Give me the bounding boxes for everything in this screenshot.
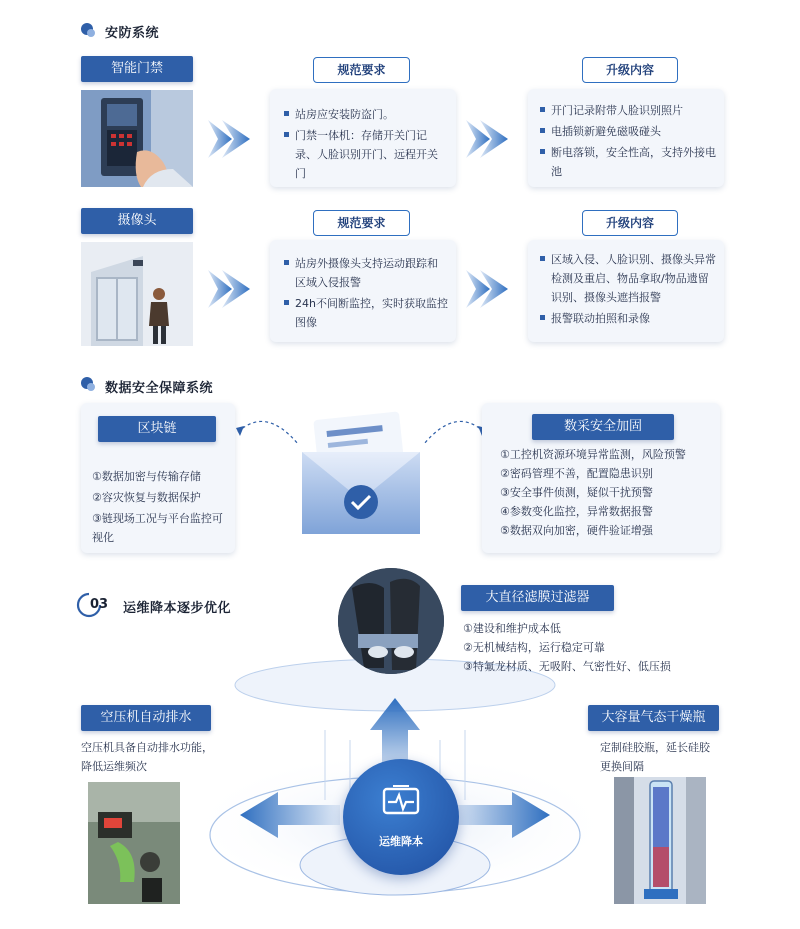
list-item: ①工控机资源环境异常监测，风险预警 <box>500 448 686 461</box>
upgrade-card-access <box>528 89 724 187</box>
list-item: ②密码管理不善，配置隐患识别 <box>500 467 653 480</box>
spec-card-access <box>270 89 456 187</box>
spec-card-camera <box>270 240 456 342</box>
list-item: ③特氟龙材质、无吸附、气密性好、低压损 <box>463 660 671 673</box>
list-item: ③安全事件侦测，疑似干扰预警 <box>500 486 653 499</box>
list-item: 电插锁新避免磁吸碰头 <box>540 122 718 141</box>
tag-compressor: 空压机自动排水 <box>81 705 211 731</box>
flow-arrow-icon <box>208 268 256 310</box>
list-item: ③链现场工况与平台监控可视化 <box>92 512 223 544</box>
monitor-pulse-icon <box>381 785 421 819</box>
tag-upgrade-content: 升级内容 <box>582 210 678 236</box>
section-title-data-security: 数据安全保障系统 <box>105 381 214 396</box>
section-title-ops: 运维降本逐步优化 <box>123 601 232 616</box>
list-item: 断电落锁，安全性高，支持外接电池 <box>540 143 718 181</box>
tag-spec-requirements: 规范要求 <box>313 57 410 83</box>
tag-camera: 摄像头 <box>81 208 193 234</box>
list-item: 站房外摄像头支持运动跟踪和区域入侵报警 <box>284 254 448 292</box>
section-title-security: 安防系统 <box>105 26 160 41</box>
list-item: ①建设和维护成本低 <box>463 622 561 635</box>
ops-cost-center <box>343 759 459 875</box>
filter-photo <box>338 568 444 674</box>
list-item: ①数据加密与传输存储 <box>92 470 201 483</box>
list-item: 报警联动拍照和录像 <box>540 309 718 328</box>
compressor-photo <box>88 782 180 904</box>
camera-surveillance-photo <box>81 242 193 346</box>
access-control-photo <box>81 90 193 187</box>
flow-arrow-icon <box>466 268 514 310</box>
dryer-description: 定制硅胶瓶，延长硅胶更换间隔 <box>600 741 710 773</box>
compressor-description: 空压机具备自动排水功能，降低运维频次 <box>81 741 213 773</box>
envelope-check-icon <box>236 404 486 552</box>
flow-arrow-icon <box>208 118 256 160</box>
tag-filter: 大直径滤膜过滤器 <box>461 585 614 611</box>
tag-spec-requirements: 规范要求 <box>313 210 410 236</box>
section-number: 03 <box>90 597 109 612</box>
filter-features <box>463 619 743 676</box>
blockchain-card <box>81 403 235 553</box>
tag-blockchain: 区块链 <box>98 416 216 442</box>
tag-data-hardening: 数采安全加固 <box>532 414 674 440</box>
list-item: 24h不间断监控，实时获取监控图像 <box>284 294 448 332</box>
section-bullet-icon <box>80 376 96 392</box>
flow-arrow-icon <box>466 118 514 160</box>
list-item: 门禁一体机：存储开关门记录、人脸识别开门、远程开关门 <box>284 126 448 183</box>
list-item: 开门记录附带人脸识别照片 <box>540 101 718 120</box>
list-item: ②无机械结构，运行稳定可靠 <box>463 641 605 654</box>
upgrade-card-camera <box>528 240 724 342</box>
dryer-bottle-photo <box>614 777 706 904</box>
center-label: 运维降本 <box>379 835 423 848</box>
tag-smart-access: 智能门禁 <box>81 56 193 82</box>
section-bullet-icon <box>80 22 96 38</box>
data-acquisition-card <box>482 403 720 553</box>
list-item: 站房应安装防盗门。 <box>284 105 448 124</box>
tag-dryer-bottle: 大容量气态干燥瓶 <box>588 705 719 731</box>
list-item: ②容灾恢复与数据保护 <box>92 491 201 504</box>
tag-upgrade-content: 升级内容 <box>582 57 678 83</box>
list-item: 区域入侵、人脸识别、摄像头异常检测及重启、物品拿取/物品遗留识别、摄像头遮挡报警 <box>540 250 718 307</box>
list-item: ④参数变化监控，异常数据报警 <box>500 505 653 518</box>
list-item: ⑤数据双向加密，硬件验证增强 <box>500 524 653 537</box>
